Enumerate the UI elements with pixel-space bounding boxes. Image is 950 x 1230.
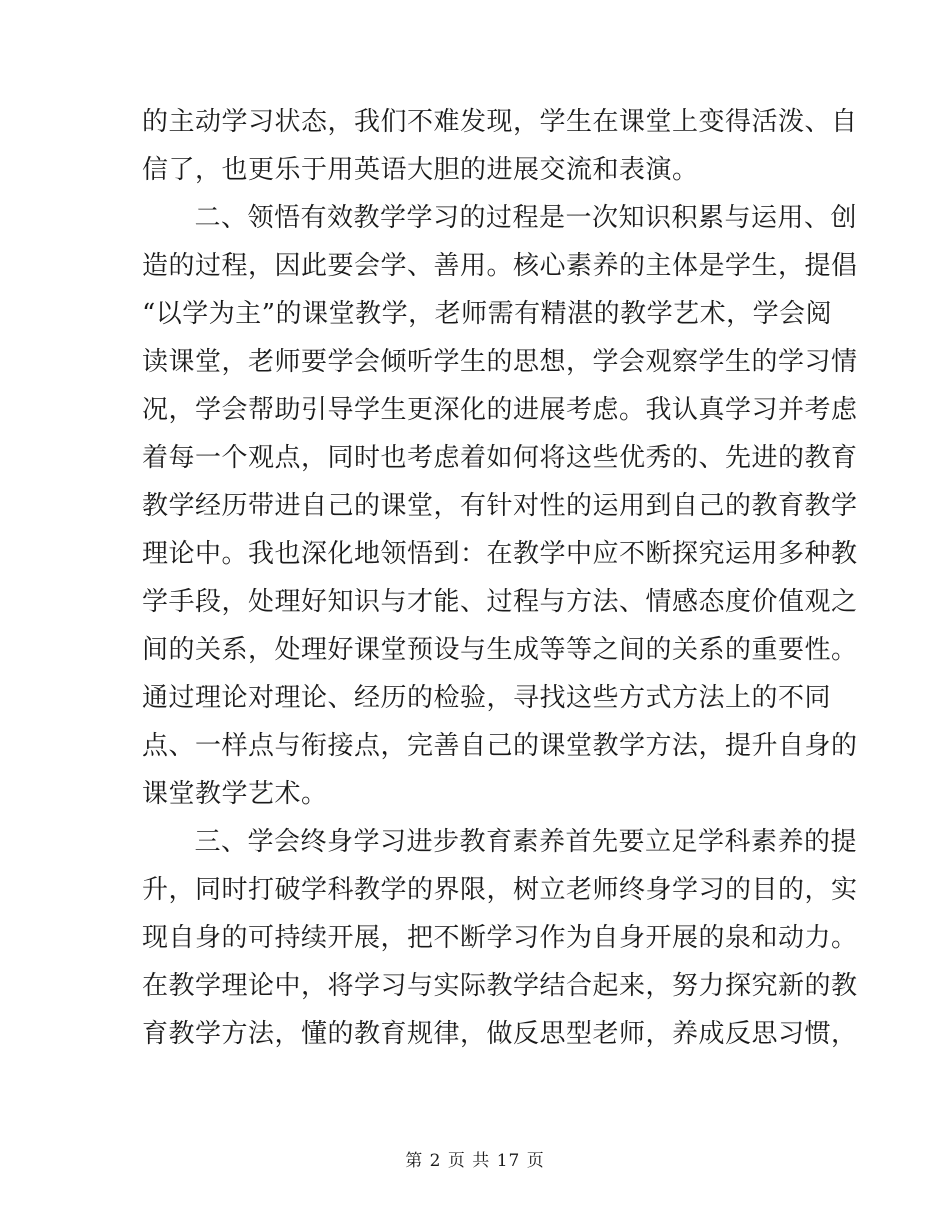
text-line: 间的关系，处理好课堂预设与生成等等之间的关系的重要性。 [142,635,858,665]
text-line: 点、一样点与衔接点，完善自己的课堂教学方法，提升自身的 [142,731,858,761]
text-line: 育教学方法，懂的教育规律，做反思型老师，养成反思习惯， [142,1019,858,1049]
text-line: “以学为主”的课堂教学，老师需有精湛的教学艺术，学会阅 [142,299,833,329]
text-line: 的主动学习状态，我们不难发现，学生在课堂上变得活泼、自 [142,107,858,137]
text-line: 着每一个观点，同时也考虑着如何将这些优秀的、先进的教育 [142,443,858,473]
page-number-footer: 第 2 页 共 17 页 [405,1151,545,1171]
text-line: 读课堂，老师要学会倾听学生的思想，学会观察学生的学习情 [142,347,858,377]
text-line: 在教学理论中，将学习与实际教学结合起来，努力探究新的教 [142,971,858,1001]
text-line: 况，学会帮助引导学生更深化的进展考虑。我认真学习并考虑 [142,395,858,425]
text-line: 通过理论对理论、经历的检验，寻找这些方式方法上的不同 [142,683,832,713]
text-line: 升，同时打破学科教学的界限，树立老师终身学习的目的，实 [142,875,858,905]
text-line: 信了，也更乐于用英语大胆的进展交流和表演。 [142,155,699,185]
text-line: 理论中。我也深化地领悟到：在教学中应不断探究运用多种教 [142,539,858,569]
text-line: 造的过程，因此要会学、善用。核心素养的主体是学生，提倡 [142,251,858,281]
text-line: 现自身的可持续开展，把不断学习作为自身开展的泉和动力。 [142,923,858,953]
paragraph-start-line: 二、领悟有效教学学习的过程是一次知识积累与运用、创 [168,203,858,233]
text-line: 学手段，处理好知识与才能、过程与方法、情感态度价值观之 [142,587,858,617]
text-line: 教学经历带进自己的课堂，有针对性的运用到自己的教育教学 [142,491,858,521]
text-line: 课堂教学艺术。 [142,779,328,809]
paragraph-start-line: 三、学会终身学习进步教育素养首先要立足学科素养的提 [168,827,858,857]
